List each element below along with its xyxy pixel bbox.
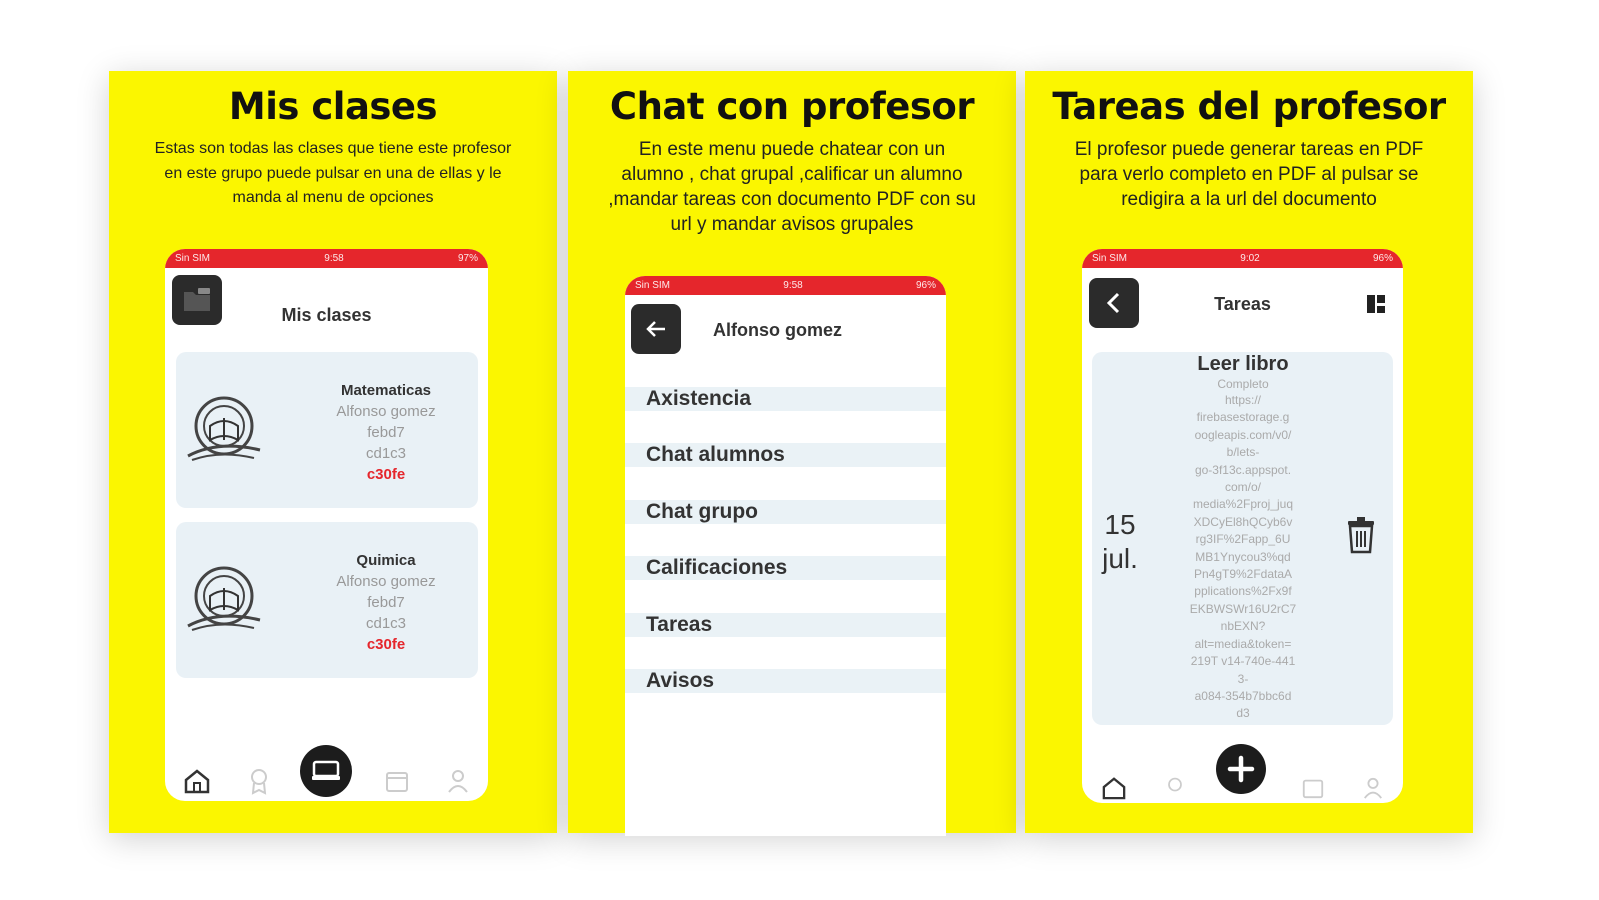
panel-description: El profesor puede generar tareas en PDF para verlo completo en PDF al pulsar se redigira a la url del documento (1074, 139, 1424, 210)
menu-item-tareas[interactable]: Tareas (625, 613, 946, 637)
task-month: jul. (1102, 543, 1138, 574)
url-line: a084-354b7bbc6d (1194, 688, 1292, 703)
class-id-part: febd7 (367, 594, 405, 611)
url-line: com/o/ (1224, 480, 1261, 495)
url-line: alt=media&token= (1194, 636, 1292, 651)
url-line: firebasestorage.g (1196, 410, 1290, 425)
panel-title: Tareas del profesor (1052, 85, 1446, 128)
panel-description: En este menu puede chatear con un alumno , chat grupal ,calificar un alumno ,mandar tareas con documento PDF con su url y mandar avisos grupales (608, 139, 976, 235)
profile-icon[interactable] (446, 768, 470, 794)
url-line: https:// (1224, 393, 1262, 407)
class-code: c30fe (366, 466, 406, 483)
class-card[interactable] (176, 522, 478, 678)
time-label: 9:02 (1240, 253, 1260, 264)
status-bar (625, 276, 946, 295)
screen-title: Alfonso gomez (713, 320, 842, 340)
url-line: go-3f13c.appspot. (1194, 462, 1292, 477)
time-label: 9:58 (783, 280, 803, 291)
url-line: XDCyEl8hQCyb6v (1193, 514, 1293, 529)
url-line: Pn4gT9%2FdataA (1193, 567, 1293, 582)
task-date (1090, 508, 1150, 576)
class-name: Matematicas (340, 382, 432, 399)
screen-title: Mis clases (281, 305, 372, 325)
arrow-left-icon (645, 320, 667, 338)
url-line: MB1Ynycou3%qd (1195, 549, 1291, 564)
class-info (294, 550, 478, 655)
panel-chat-profesor (568, 71, 1016, 833)
url-line: EKBWSWr16U2rC7 (1189, 601, 1297, 616)
status-bar (1082, 249, 1403, 268)
class-name: Quimica (356, 552, 416, 569)
panel-mis-clases (109, 71, 557, 833)
menu-item-chat-alumnos[interactable]: Chat alumnos (625, 443, 946, 467)
battery-label: 96% (1372, 253, 1393, 264)
task-card[interactable] (1092, 352, 1393, 725)
task-url[interactable] (1168, 392, 1318, 723)
battery-label: 97% (457, 253, 478, 264)
back-button[interactable] (631, 304, 681, 354)
url-line: media%2Fproj_juq (1192, 497, 1294, 512)
panel-title: Chat con profesor (609, 85, 975, 128)
phone-screen (165, 249, 488, 801)
url-line: 3- (1237, 671, 1249, 686)
battery-label: 96% (915, 280, 936, 291)
teacher-name: Alfonso gomez (336, 573, 436, 590)
teacher-name: Alfonso gomez (336, 403, 436, 420)
phone-screen (625, 276, 946, 836)
class-code: c30fe (366, 636, 406, 653)
calendar-icon[interactable] (1301, 776, 1325, 800)
home-icon[interactable] (1101, 776, 1127, 800)
url-line: rg3IF%2Fapp_6U (1195, 532, 1291, 547)
award-icon[interactable] (1164, 776, 1186, 800)
panel-description: Estas son todas las clases que tiene este profesor en este grupo puede pulsar en una de ellas y le manda al menu de opciones (154, 140, 512, 206)
profile-icon[interactable] (1362, 776, 1384, 800)
task-title: Leer libro (1197, 353, 1289, 375)
task-status: Completo (1217, 377, 1269, 391)
screen-title: Tareas (1214, 294, 1271, 314)
school-logo-icon (182, 560, 268, 640)
class-id-part: febd7 (367, 424, 405, 441)
menu-item-asistencia[interactable]: Axistencia (625, 387, 946, 411)
url-line: pplications%2Fx9f (1194, 584, 1292, 599)
url-line: 219T v14-740e-441 (1190, 654, 1296, 669)
grid-icon[interactable] (1365, 293, 1387, 315)
trash-icon[interactable] (1345, 516, 1377, 554)
panel-tareas-profesor (1025, 71, 1473, 833)
carrier-label: Sin SIM (1092, 253, 1128, 264)
tab-bar (165, 761, 488, 801)
task-day: 15 (1104, 509, 1136, 540)
url-line: oogleapis.com/v0/ (1194, 427, 1292, 442)
tab-bar (1082, 773, 1403, 803)
calendar-icon[interactable] (384, 768, 410, 794)
status-bar (165, 249, 488, 268)
task-content (1168, 352, 1318, 723)
menu-item-calificaciones[interactable]: Calificaciones (625, 556, 946, 580)
url-line: nbEXN? (1220, 619, 1266, 634)
class-id-part: cd1c3 (365, 445, 407, 462)
carrier-label: Sin SIM (175, 253, 211, 264)
class-id-part: cd1c3 (365, 615, 407, 632)
panel-title: Mis clases (228, 85, 438, 128)
url-line: d3 (1236, 706, 1250, 721)
url-line: b/lets- (1226, 445, 1260, 460)
menu-item-chat-grupo[interactable]: Chat grupo (625, 500, 946, 524)
class-info (294, 380, 478, 485)
class-card[interactable] (176, 352, 478, 508)
carrier-label: Sin SIM (635, 280, 671, 291)
phone-screen (1082, 249, 1403, 803)
menu-item-avisos[interactable]: Avisos (625, 669, 946, 693)
award-icon[interactable] (247, 767, 271, 795)
school-logo-icon (182, 390, 268, 470)
time-label: 9:58 (324, 253, 344, 264)
home-icon[interactable] (183, 768, 211, 794)
